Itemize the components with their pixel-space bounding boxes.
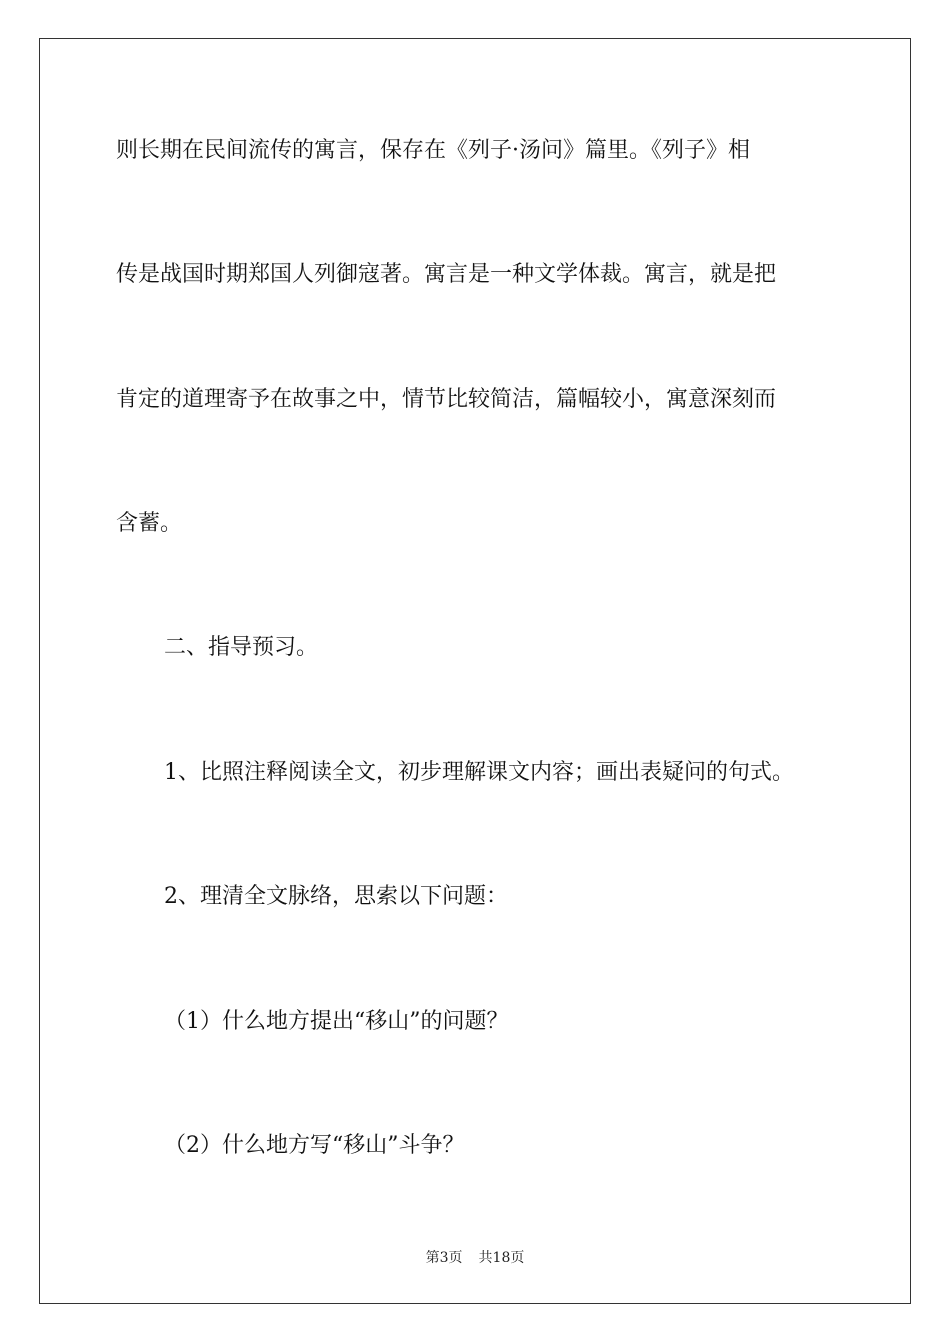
paragraph-line-4: 含蓄。 <box>116 511 183 536</box>
page-total: 共18页 <box>478 1250 525 1266</box>
list-item-2: 2、理清全文脉络，思索以下问题： <box>164 884 508 909</box>
paragraph-line-2: 传是战国时期郑国人列御寇著。寓言是一种文学体裁。寓言，就是把 <box>116 262 777 287</box>
page-number: 第3页 <box>425 1250 463 1266</box>
page-border <box>39 38 911 1304</box>
page-footer <box>0 1247 950 1267</box>
list-item-1: 1、比照注释阅读全文，初步理解课文内容；画出表疑问的句式。 <box>164 760 794 785</box>
paragraph-line-1: 则长期在民间流传的寓言，保存在《列子·汤问》篇里。《列子》相 <box>116 138 750 163</box>
question-2: （2）什么地方写“移山”斗争？ <box>164 1133 465 1158</box>
paragraph-line-3: 肯定的道理寄予在故事之中，情节比较简洁，篇幅较小，寓意深刻而 <box>116 387 777 412</box>
section-heading: 二、指导预习。 <box>164 635 319 660</box>
question-1: （1）什么地方提出“移山”的问题？ <box>164 1009 509 1034</box>
